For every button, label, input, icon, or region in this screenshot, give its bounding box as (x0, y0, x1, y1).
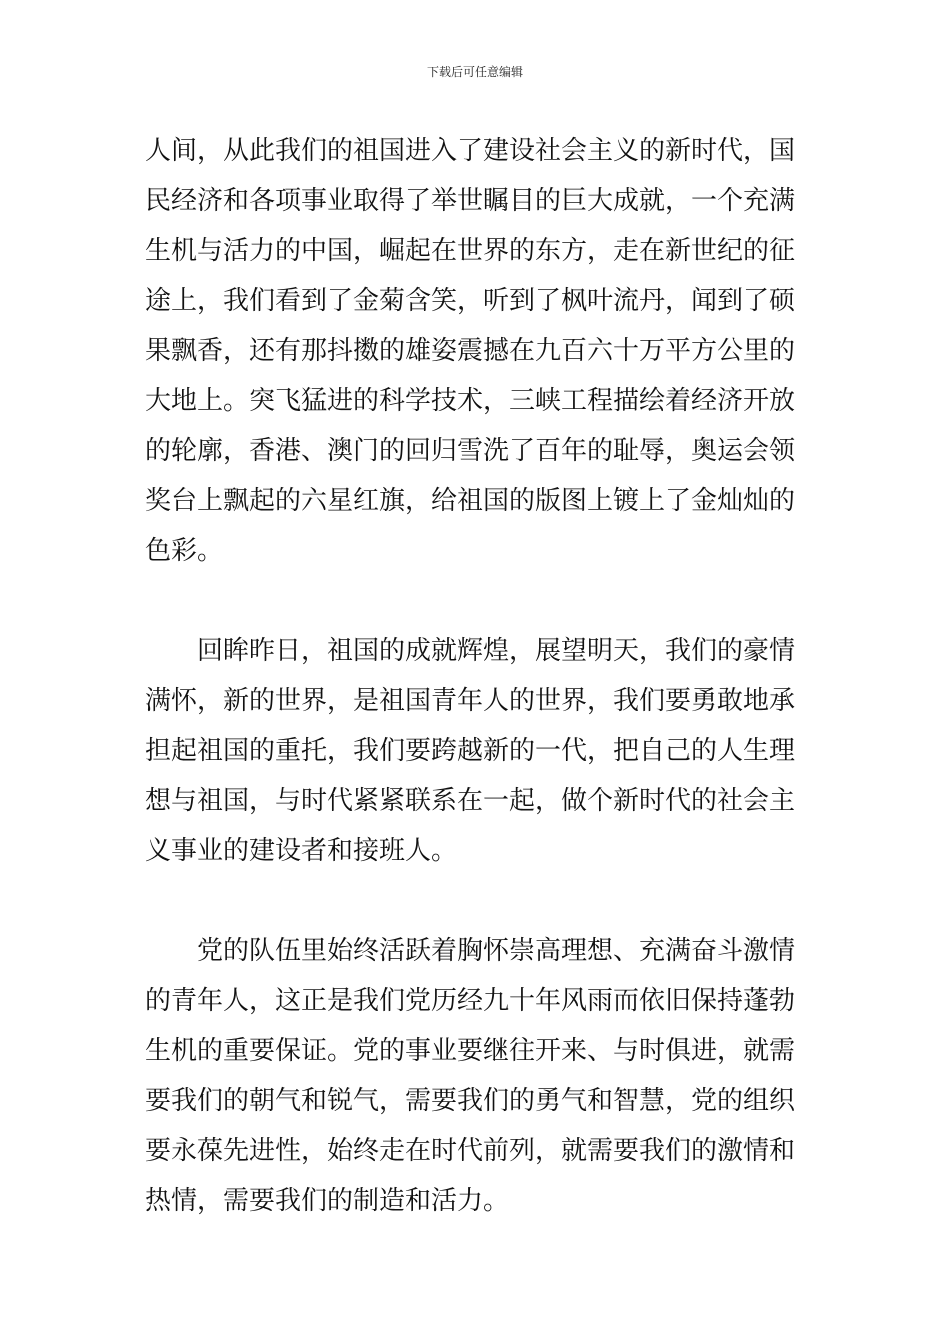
paragraph-spacer (145, 576, 810, 626)
paragraph-line: 义事业的建设者和接班人。 (145, 836, 458, 866)
paragraph-line: 担起祖国的重托，我们要跨越新的一代，把自己的人生理 (145, 736, 796, 766)
paragraph-line: 色彩。 (145, 536, 224, 566)
paragraph-line: 生机与活力的中国，崛起在世界的东方，走在新世纪的征 (145, 236, 796, 266)
paragraph-line: 想与祖国，与时代紧紧联系在一起，做个新时代的社会主 (145, 786, 796, 816)
paragraph-line: 的轮廓，香港、澳门的回归雪洗了百年的耻辱，奥运会领 (145, 436, 796, 466)
paragraph-line: 人间，从此我们的祖国进入了建设社会主义的新时代，国 (145, 136, 796, 166)
paragraph-line: 果飘香，还有那抖擞的雄姿震撼在九百六十万平方公里的 (145, 336, 796, 366)
paragraph-spacer (145, 876, 810, 926)
page-header: 下载后可任意编辑 (426, 65, 523, 79)
paragraph-line: 奖台上飘起的六星红旗，给祖国的版图上镀上了金灿灿的 (145, 486, 796, 516)
paragraph-line: 要永葆先进性，始终走在时代前列，就需要我们的激情和 (145, 1136, 796, 1166)
paragraph-line: 途上，我们看到了金菊含笑，听到了枫叶流丹，闻到了硕 (145, 286, 796, 316)
paragraph-2 (145, 626, 810, 876)
paragraph-1 (145, 126, 810, 576)
document-body (145, 126, 810, 1226)
paragraph-line: 大地上。突飞猛进的科学技术，三峡工程描绘着经济开放 (145, 386, 796, 416)
paragraph-line: 民经济和各项事业取得了举世瞩目的巨大成就，一个充满 (145, 186, 796, 216)
paragraph-line: 要我们的朝气和锐气，需要我们的勇气和智慧，党的组织 (145, 1086, 796, 1116)
paragraph-3 (145, 926, 810, 1226)
paragraph-line: 生机的重要保证。党的事业要继往开来、与时俱进，就需 (145, 1036, 796, 1066)
paragraph-line: 的青年人，这正是我们党历经九十年风雨而依旧保持蓬勃 (145, 986, 796, 1016)
paragraph-line: 回眸昨日，祖国的成就辉煌，展望明天，我们的豪情 (197, 636, 796, 666)
paragraph-line: 热情，需要我们的制造和活力。 (145, 1186, 510, 1216)
paragraph-line: 满怀，新的世界，是祖国青年人的世界，我们要勇敢地承 (145, 686, 796, 716)
paragraph-line: 党的队伍里始终活跃着胸怀崇高理想、充满奋斗激情 (197, 936, 796, 966)
